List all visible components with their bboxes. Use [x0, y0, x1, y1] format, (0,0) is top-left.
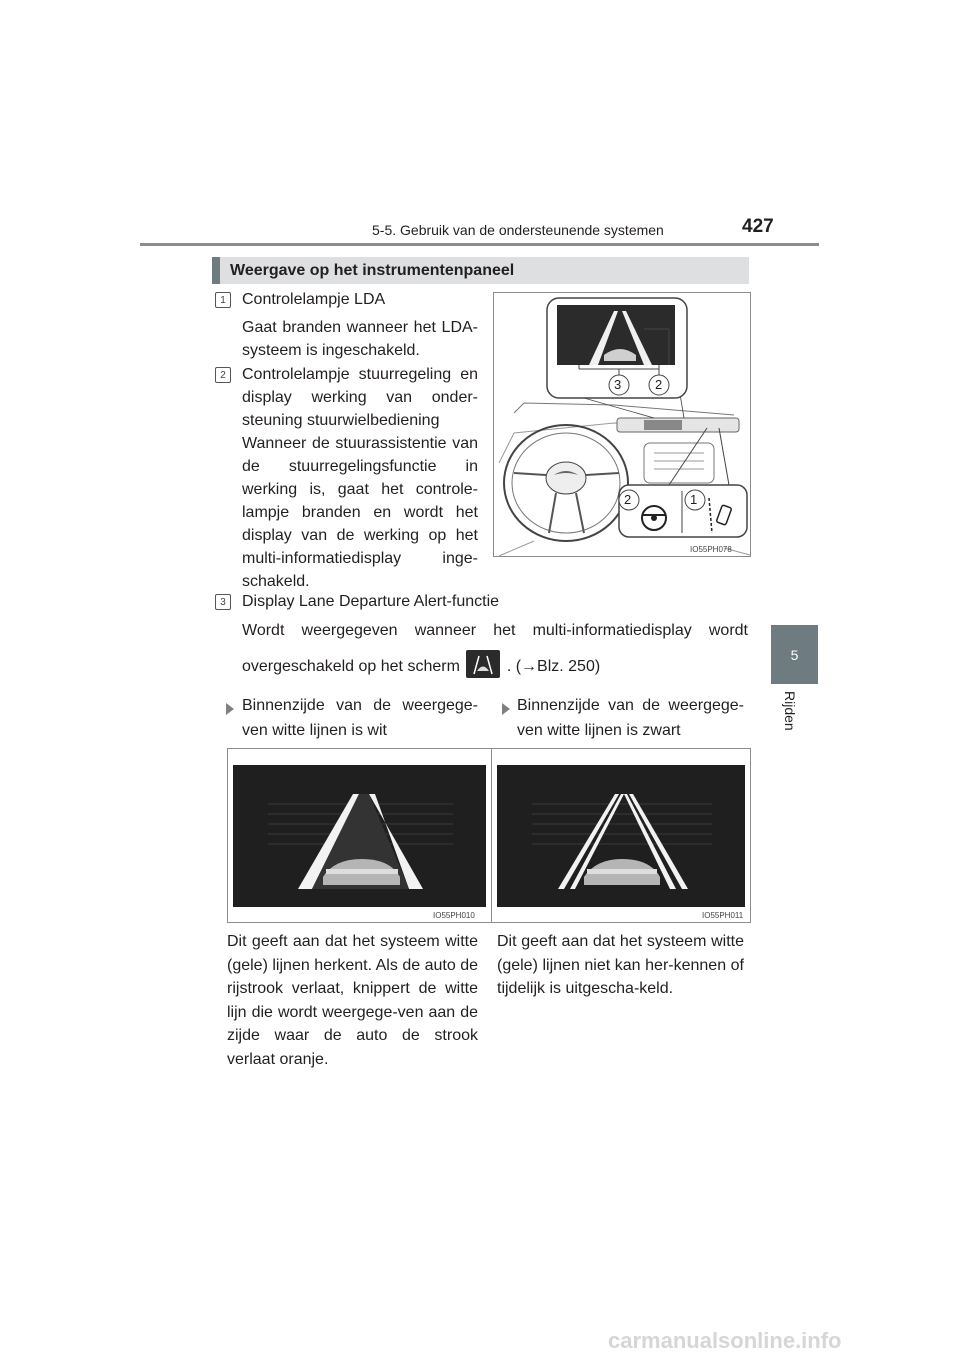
item-2-title: Controlelampje stuurregeling en display werking van onder-steuning stuurwielbediening	[242, 366, 478, 429]
item-number-badge: 1	[215, 292, 231, 308]
header-rule	[140, 243, 819, 246]
chapter-tab: 5	[771, 625, 818, 684]
column-2-heading: Binnenzijde van de weergege-ven witte lijnen is zwart	[517, 697, 744, 739]
bullet-triangle-icon	[226, 703, 234, 715]
watermark: carmanualsonline.info	[608, 1328, 842, 1353]
lda-screen-icon	[466, 650, 500, 678]
display-figure-black-lines	[491, 748, 751, 923]
page-number: 427	[742, 216, 774, 237]
item-3-description-line2	[242, 653, 600, 681]
running-header: 5-5. Gebruik van de ondersteunende systemen	[372, 222, 664, 238]
item-3-reference: . (→Blz. 250)	[506, 658, 601, 676]
item-2-description: Wanneer de stuurassistentie van de stuurregelingsfunctie in werking is, gaat het controle-lampje branden en wordt het display van de werking op het multi-informatiedisplay inge-schakeld.	[242, 435, 478, 590]
item-number-badge: 3	[215, 594, 231, 610]
item-number-badge: 2	[215, 367, 231, 383]
item-1-title: Controlelampje LDA	[242, 291, 386, 308]
column-2-text: Dit geeft aan dat het systeem witte (gele) lijnen niet kan her-kennen of tijdelijk is uitgescha-keld.	[497, 933, 744, 997]
item-3-description-line1: Wordt weergegeven wanneer het multi-informatiedisplay wordt	[242, 622, 748, 639]
instrument-panel-figure	[493, 292, 751, 557]
figure-code: IO55PH010	[433, 911, 475, 920]
callout-2: 2	[655, 377, 663, 392]
item-1-description: Gaat branden wanneer het LDA-systeem is ingeschakeld.	[242, 319, 478, 359]
item-3-title: Display Lane Departure Alert-functie	[242, 593, 500, 610]
column-1-text: Dit geeft aan dat het systeem witte (gele) lijnen herkent. Als de auto de rijstrook verlaat, knippert de witte lijn die wordt weergege-ven aan de zijde waar de auto de strook verlaat oranje.	[227, 933, 478, 1068]
section-title: Weergave op het instrumentenpaneel	[212, 257, 749, 284]
item-3-text: overgeschakeld op het scherm	[242, 658, 460, 676]
column-1-heading: Binnenzijde van de weergege-ven witte lijnen is wit	[242, 697, 478, 739]
chapter-label: Rijden	[782, 691, 798, 731]
callout-2-lower: 2	[624, 492, 632, 507]
display-figure-white-lines	[227, 748, 493, 923]
bullet-triangle-icon	[502, 703, 510, 715]
callout-1: 1	[690, 492, 698, 507]
callout-3: 3	[614, 377, 622, 392]
figure-code: IO55PH078	[690, 545, 732, 554]
figure-code: IO55PH011	[702, 911, 744, 920]
